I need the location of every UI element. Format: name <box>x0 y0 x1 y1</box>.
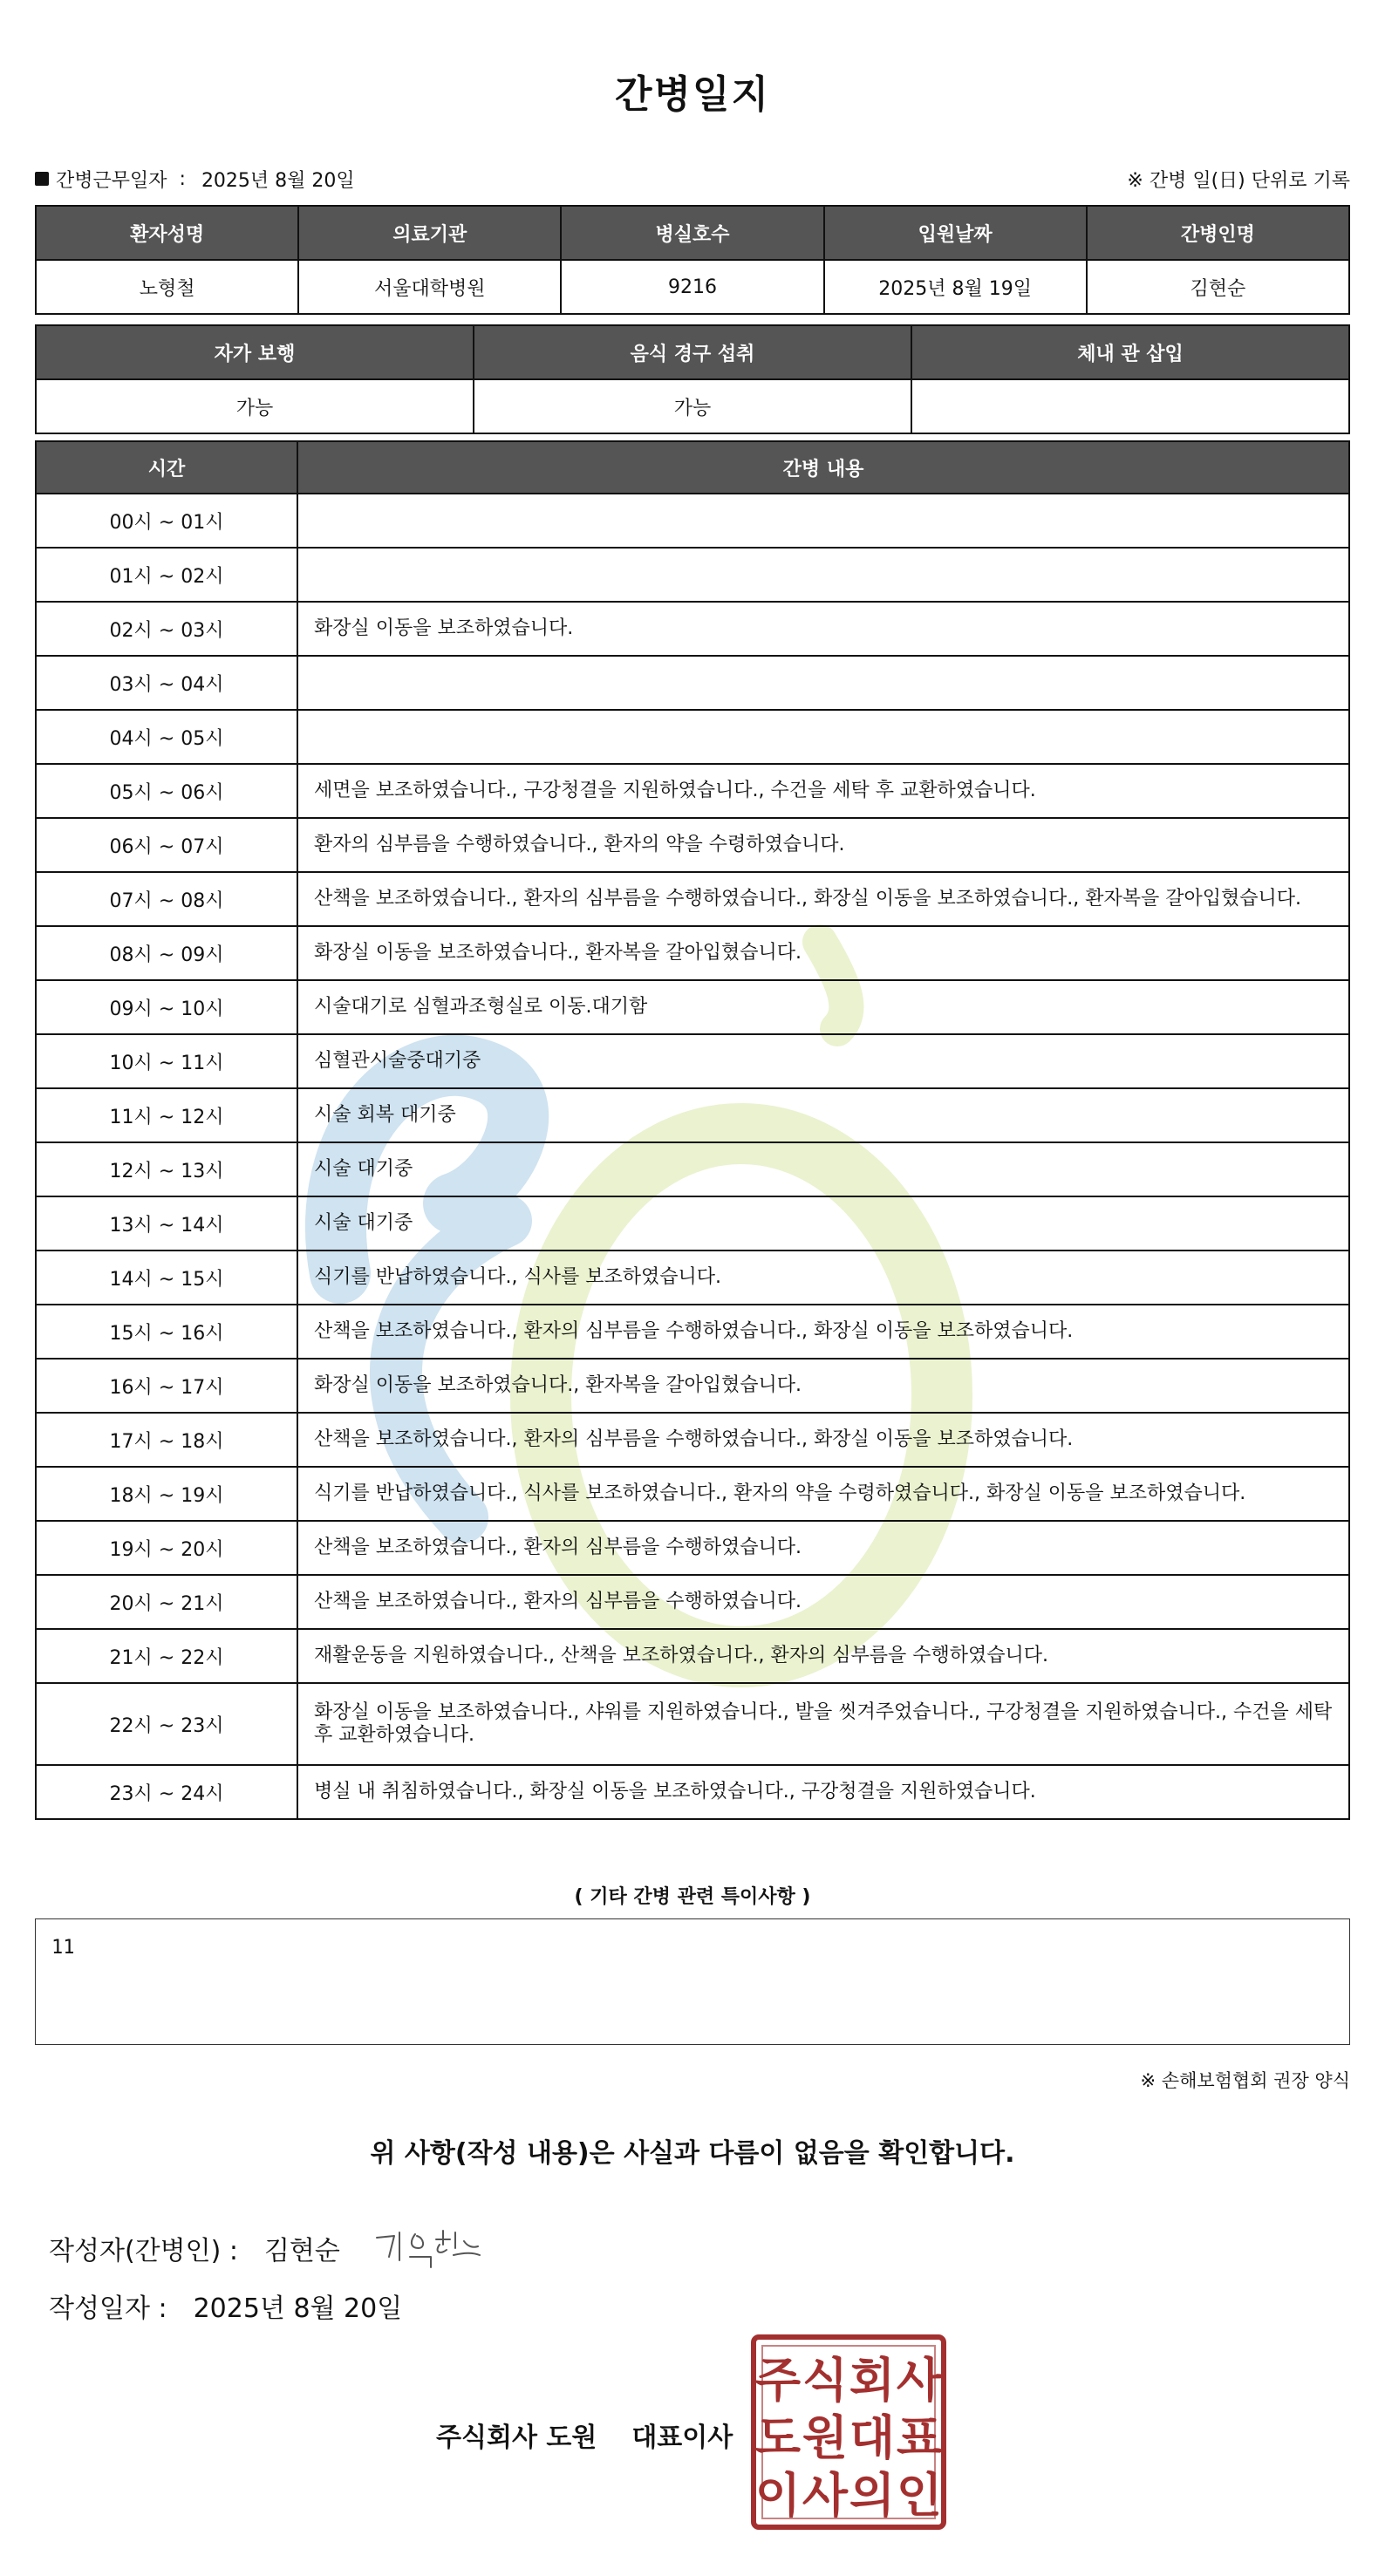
company-line <box>436 2416 733 2454</box>
admission-date: 2025년 8월 19일 <box>824 260 1087 314</box>
log-row <box>36 872 1349 926</box>
header-room: 병실호수 <box>561 206 823 260</box>
handwritten-signature <box>370 2222 501 2274</box>
log-row <box>36 1629 1349 1683</box>
log-time: 08시 ~ 09시 <box>36 926 297 980</box>
recommend-note: ※ 손해보험협회 권장 양식 <box>1140 2070 1350 2091</box>
writer-label: 작성자(간병인) : <box>49 2236 238 2266</box>
patient-info-table <box>35 205 1350 315</box>
work-date-label: 간병근무일자 <box>56 169 167 192</box>
log-row <box>36 1467 1349 1521</box>
log-row <box>36 980 1349 1034</box>
seal-character: 회 <box>849 2352 896 2408</box>
header-hospital: 의료기관 <box>298 206 561 260</box>
log-time: 02시 ~ 03시 <box>36 602 297 656</box>
log-time: 04시 ~ 05시 <box>36 710 297 764</box>
log-content: 산책을 보조하였습니다., 환자의 심부름을 수행하였습니다. <box>297 1521 1349 1575</box>
log-row <box>36 818 1349 872</box>
log-content: 산책을 보조하였습니다., 환자의 심부름을 수행하였습니다., 화장실 이동을 보조하였습니다., 환자복을 갈아입혔습니다. <box>297 872 1349 926</box>
log-time: 03시 ~ 04시 <box>36 656 297 710</box>
log-header-row <box>36 441 1349 494</box>
log-time: 00시 ~ 01시 <box>36 494 297 548</box>
log-time: 22시 ~ 23시 <box>36 1683 297 1765</box>
log-content <box>297 710 1349 764</box>
log-row <box>36 1251 1349 1305</box>
log-row <box>36 1683 1349 1765</box>
confirm-statement: 위 사항(작성 내용)은 사실과 다름이 없음을 확인합니다. <box>370 2138 1015 2169</box>
self-walking-value: 가능 <box>36 379 474 433</box>
log-content: 시술 대기중 <box>297 1196 1349 1251</box>
tube-insertion-value <box>911 379 1349 433</box>
writer-line <box>49 2222 501 2274</box>
log-row <box>36 1305 1349 1359</box>
remarks-text: 11 <box>35 1918 1350 2045</box>
log-content: 병실 내 취침하였습니다., 화장실 이동을 보조하였습니다., 구강청결을 지원하였습니다. <box>297 1765 1349 1819</box>
log-content: 환자의 심부름을 수행하였습니다., 환자의 약을 수령하였습니다. <box>297 818 1349 872</box>
log-row <box>36 1088 1349 1142</box>
log-time: 11시 ~ 12시 <box>36 1088 297 1142</box>
status-header-row <box>36 325 1349 379</box>
log-content: 세면을 보조하였습니다., 구강청결을 지원하였습니다., 수건을 세탁 후 교환하였습니다. <box>297 764 1349 818</box>
log-content: 식기를 반납하였습니다., 식사를 보조하였습니다. <box>297 1251 1349 1305</box>
log-time: 15시 ~ 16시 <box>36 1305 297 1359</box>
log-row <box>36 1359 1349 1413</box>
log-row <box>36 1196 1349 1251</box>
document-title: 간병일지 <box>614 72 770 117</box>
seal-character: 도 <box>754 2409 802 2465</box>
log-content: 화장실 이동을 보조하였습니다., 환자복을 갈아입혔습니다. <box>297 926 1349 980</box>
header-admission-date: 입원날짜 <box>824 206 1087 260</box>
log-row <box>36 926 1349 980</box>
log-row <box>36 548 1349 602</box>
log-content: 재활운동을 지원하였습니다., 산책을 보조하였습니다., 환자의 심부름을 수행하였습니다. <box>297 1629 1349 1683</box>
info-value-row <box>36 260 1349 314</box>
log-time: 10시 ~ 11시 <box>36 1034 297 1088</box>
seal-character: 사 <box>896 2352 943 2408</box>
date-value: 2025년 8월 20일 <box>193 2293 403 2324</box>
ceo-title: 대표이사 <box>631 2423 733 2453</box>
header-patient-name: 환자성명 <box>36 206 298 260</box>
patient-status-table <box>35 324 1350 434</box>
header-tube-insertion: 체내 관 삽입 <box>911 325 1349 379</box>
square-bullet-icon <box>35 172 49 186</box>
seal-character: 대 <box>849 2409 896 2465</box>
seal-character: 원 <box>802 2409 849 2465</box>
log-content: 시술 회복 대기중 <box>297 1088 1349 1142</box>
care-log-table <box>35 440 1350 1820</box>
meta-row <box>35 164 1350 194</box>
work-date-value: 2025년 8월 20일 <box>201 169 355 192</box>
log-content: 화장실 이동을 보조하였습니다. <box>297 602 1349 656</box>
remarks-title: ( 기타 간병 관련 특이사항 ) <box>574 1886 811 1908</box>
log-content: 산책을 보조하였습니다., 환자의 심부름을 수행하였습니다., 화장실 이동을 보조하였습니다. <box>297 1305 1349 1359</box>
seal-character: 표 <box>896 2409 943 2465</box>
log-time: 23시 ~ 24시 <box>36 1765 297 1819</box>
log-content <box>297 656 1349 710</box>
header-caregiver: 간병인명 <box>1087 206 1349 260</box>
seal-character: 인 <box>896 2467 943 2523</box>
log-time: 07시 ~ 08시 <box>36 872 297 926</box>
company-name: 주식회사 도원 <box>436 2423 597 2453</box>
room-number: 9216 <box>561 260 823 314</box>
work-date-colon: : <box>179 167 186 190</box>
info-header-row <box>36 206 1349 260</box>
log-content <box>297 494 1349 548</box>
log-time: 09시 ~ 10시 <box>36 980 297 1034</box>
log-time: 21시 ~ 22시 <box>36 1629 297 1683</box>
written-date-line <box>49 2286 402 2325</box>
log-time: 14시 ~ 15시 <box>36 1251 297 1305</box>
seal-character: 사 <box>802 2467 849 2523</box>
log-time: 18시 ~ 19시 <box>36 1467 297 1521</box>
work-date-group <box>35 166 355 193</box>
seal-character: 의 <box>849 2467 896 2523</box>
company-seal-stamp <box>750 2334 947 2531</box>
seal-character: 이 <box>754 2467 802 2523</box>
log-content: 시술대기로 심혈과조형실로 이동.대기함 <box>297 980 1349 1034</box>
log-time: 20시 ~ 21시 <box>36 1575 297 1629</box>
header-care-content: 간병 내용 <box>297 441 1349 494</box>
writer-name: 김현순 <box>263 2236 340 2266</box>
log-content: 심혈관시술중대기중 <box>297 1034 1349 1088</box>
log-time: 17시 ~ 18시 <box>36 1413 297 1467</box>
log-content <box>297 548 1349 602</box>
log-content: 화장실 이동을 보조하였습니다., 샤워를 지원하였습니다., 발을 씻겨주었습니다., 구강청결을 지원하였습니다., 수건을 세탁 후 교환하였습니다. <box>297 1683 1349 1765</box>
date-label: 작성일자 : <box>49 2293 167 2324</box>
log-time: 06시 ~ 07시 <box>36 818 297 872</box>
header-oral-intake: 음식 경구 섭취 <box>474 325 911 379</box>
log-content: 산책을 보조하였습니다., 환자의 심부름을 수행하였습니다., 화장실 이동을 보조하였습니다. <box>297 1413 1349 1467</box>
oral-intake-value: 가능 <box>474 379 911 433</box>
log-content: 산책을 보조하였습니다., 환자의 심부름을 수행하였습니다. <box>297 1575 1349 1629</box>
log-row <box>36 710 1349 764</box>
log-row <box>36 1413 1349 1467</box>
log-time: 13시 ~ 14시 <box>36 1196 297 1251</box>
log-row <box>36 1142 1349 1196</box>
header-self-walking: 자가 보행 <box>36 325 474 379</box>
seal-character: 식 <box>802 2352 849 2408</box>
log-row <box>36 1765 1349 1819</box>
log-row <box>36 1521 1349 1575</box>
log-row <box>36 764 1349 818</box>
log-row <box>36 656 1349 710</box>
log-body <box>36 494 1349 1819</box>
seal-character: 주 <box>754 2352 802 2408</box>
log-row <box>36 1034 1349 1088</box>
log-content: 화장실 이동을 보조하였습니다., 환자복을 갈아입혔습니다. <box>297 1359 1349 1413</box>
hospital-name: 서울대학병원 <box>298 260 561 314</box>
log-row <box>36 1575 1349 1629</box>
log-content: 식기를 반납하였습니다., 식사를 보조하였습니다., 환자의 약을 수령하였습니다., 화장실 이동을 보조하였습니다. <box>297 1467 1349 1521</box>
caregiver-name: 김현순 <box>1087 260 1349 314</box>
status-value-row <box>36 379 1349 433</box>
log-row <box>36 602 1349 656</box>
log-time: 12시 ~ 13시 <box>36 1142 297 1196</box>
log-time: 19시 ~ 20시 <box>36 1521 297 1575</box>
record-note: ※ 간병 일(日) 단위로 기록 <box>1127 169 1350 192</box>
log-time: 05시 ~ 06시 <box>36 764 297 818</box>
log-time: 01시 ~ 02시 <box>36 548 297 602</box>
header-time: 시간 <box>36 441 297 494</box>
patient-name: 노형철 <box>36 260 298 314</box>
log-content: 시술 대기중 <box>297 1142 1349 1196</box>
log-row <box>36 494 1349 548</box>
log-time: 16시 ~ 17시 <box>36 1359 297 1413</box>
